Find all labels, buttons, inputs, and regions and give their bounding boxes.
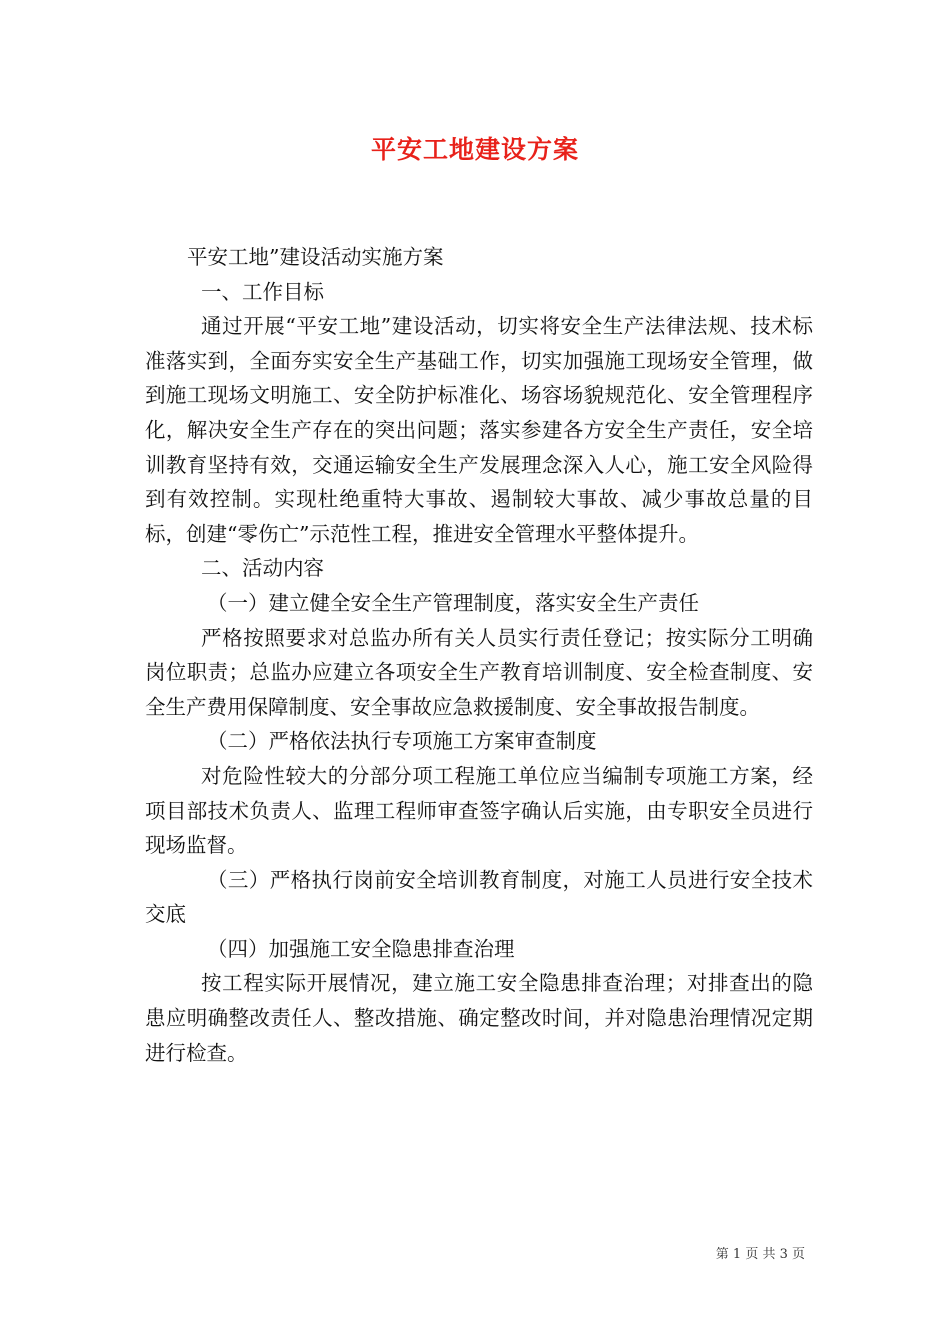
document-body	[145, 240, 813, 1070]
section-heading-activity-content: 二、活动内容	[201, 556, 324, 581]
body-paragraph-subsection-4: 按工程实际开展情况，建立施工安全隐患排查治理；对排查出的隐患应明确整改责任人、整改措施、确定整改时间，并对隐患治理情况定期进行检查。	[145, 971, 813, 1065]
page-number: 第 1 页 共 3 页	[715, 1247, 805, 1262]
body-paragraph-subsection-2: 对危险性较大的分部分项工程施工单位应当编制专项施工方案，经项目部技术负责人、监理工程师审查签字确认后实施，由专职安全员进行现场监督。	[145, 763, 813, 858]
body-paragraph-work-goal: 通过开展“平安工地”建设活动，切实将安全生产法律法规、技术标准落实到，全面夯实安全生产基础工作，切实加强施工现场安全管理，做到施工现场文明施工、安全防护标准化、场容场貌规范化、安全管理程序化，解决安全生产存在的突出问题；落实参建各方安全生产责任，安全培训教育坚持有效，交通运输安全生产发展理念深入人心，施工安全风险得到有效控制。实现杜绝重特大事故、遏制较大事故、减少事故总量的目标，创建“零伤亡”示范性工程，推进安全管理水平整体提升。	[145, 314, 813, 546]
body-paragraph-subsection-1: 严格按照要求对总监办所有关人员实行责任登记；按实际分工明确岗位职责；总监办应建立各项安全生产教育培训制度、安全检查制度、安全生产费用保障制度、安全事故应急救援制度、安全事故报告制度。	[145, 625, 813, 719]
subsection-heading-4: （四）加强施工安全隐患排查治理	[207, 936, 515, 961]
section-heading-work-goal: 一、工作目标	[201, 279, 324, 304]
subtitle-paragraph: 平安工地”建设活动实施方案	[187, 245, 444, 269]
document-title: 平安工地建设方案	[370, 135, 579, 164]
subsection-heading-2: （二）严格依法执行专项施工方案审查制度	[207, 729, 597, 754]
subsection-heading-1: （一）建立健全安全生产管理制度，落实安全生产责任	[207, 590, 699, 615]
subsection-heading-3: （三）严格执行岗前安全培训教育制度，对施工人员进行安全技术交底	[145, 867, 813, 927]
